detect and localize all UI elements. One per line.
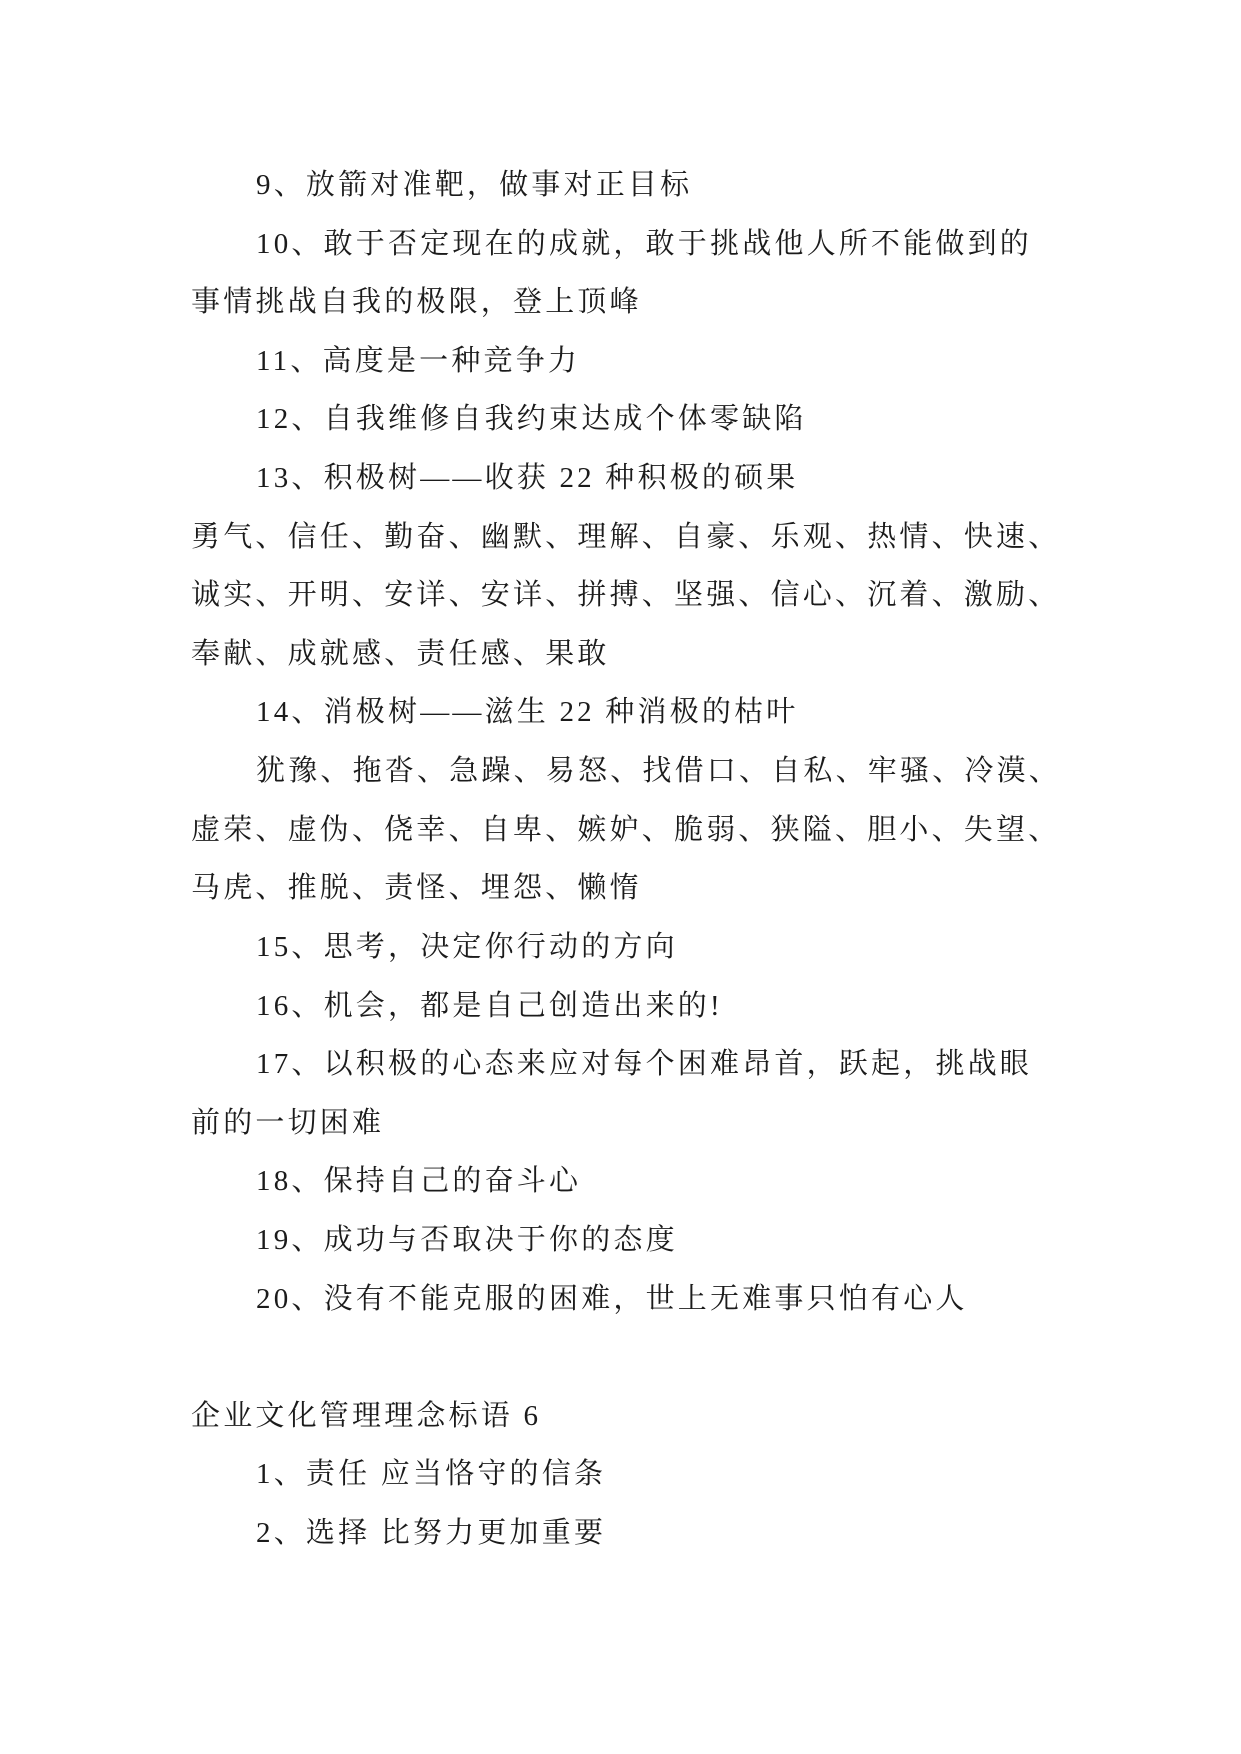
slogan-line: 11、高度是一种竞争力 [256, 344, 581, 377]
traits-line: 勇气、信任、勤奋、幽默、理解、自豪、乐观、热情、快速、 [191, 520, 1061, 553]
traits-line: 诚实、开明、安详、安详、拼搏、坚强、信心、沉着、激励、 [191, 579, 1061, 612]
slogan-paragraph [191, 449, 1091, 508]
slogan-line: 2、选择 比努力更加重要 [256, 1517, 607, 1550]
slogan-paragraph [191, 332, 1091, 391]
slogan-line: 17、以积极的心态来应对每个困难昂首，跃起，挑战眼 [256, 1048, 1033, 1081]
document-body [191, 156, 1091, 1563]
slogan-line: 12、自我维修自我约束达成个体零缺陷 [256, 403, 807, 436]
positive-traits-paragraph [191, 508, 1091, 684]
slogan-paragraph [191, 390, 1091, 449]
slogan-paragraph [191, 1270, 1091, 1329]
traits-line: 犹豫、拖沓、急躁、易怒、找借口、自私、牢骚、冷漠、 [256, 755, 1062, 788]
slogan-paragraph [191, 156, 1091, 215]
traits-line: 马虎、推脱、责怪、埋怨、懒惰 [191, 872, 642, 905]
negative-traits-paragraph [191, 742, 1091, 918]
slogan-line: 18、保持自己的奋斗心 [256, 1165, 582, 1198]
slogan-paragraph [191, 683, 1091, 742]
slogan-paragraph [191, 1035, 1091, 1152]
slogan-line: 19、成功与否取决于你的态度 [256, 1223, 678, 1256]
slogan-line-continuation: 前的一切困难 [191, 1106, 385, 1139]
slogan-line: 9、放箭对准靶，做事对正目标 [256, 169, 693, 201]
slogan-paragraph [191, 977, 1091, 1036]
section-heading: 企业文化管理理念标语 6 [191, 1399, 542, 1432]
traits-line: 奉献、成就感、责任感、果敢 [191, 637, 610, 670]
slogan-line: 13、积极树——收获 22 种积极的硕果 [256, 462, 799, 495]
section-heading-paragraph [191, 1387, 1091, 1446]
slogan-line: 20、没有不能克服的困难，世上无难事只怕有心人 [256, 1282, 968, 1315]
traits-line: 虚荣、虚伪、侥幸、自卑、嫉妒、脆弱、狭隘、胆小、失望、 [191, 813, 1061, 846]
slogan-paragraph [191, 918, 1091, 977]
slogan-paragraph [191, 1152, 1091, 1211]
slogan-line: 1、责任 应当恪守的信条 [256, 1458, 607, 1491]
slogan-paragraph [191, 1211, 1091, 1270]
blank-line [191, 1328, 1091, 1387]
slogan-line: 15、思考，决定你行动的方向 [256, 930, 678, 963]
slogan-line-continuation: 事情挑战自我的极限，登上顶峰 [191, 286, 642, 319]
slogan-line: 14、消极树——滋生 22 种消极的枯叶 [256, 696, 799, 729]
slogan-paragraph [191, 1445, 1091, 1504]
slogan-line: 16、机会，都是自己创造出来的! [256, 989, 723, 1022]
slogan-paragraph [191, 215, 1091, 332]
slogan-paragraph [191, 1504, 1091, 1563]
slogan-line: 10、敢于否定现在的成就，敢于挑战他人所不能做到的 [256, 227, 1033, 260]
